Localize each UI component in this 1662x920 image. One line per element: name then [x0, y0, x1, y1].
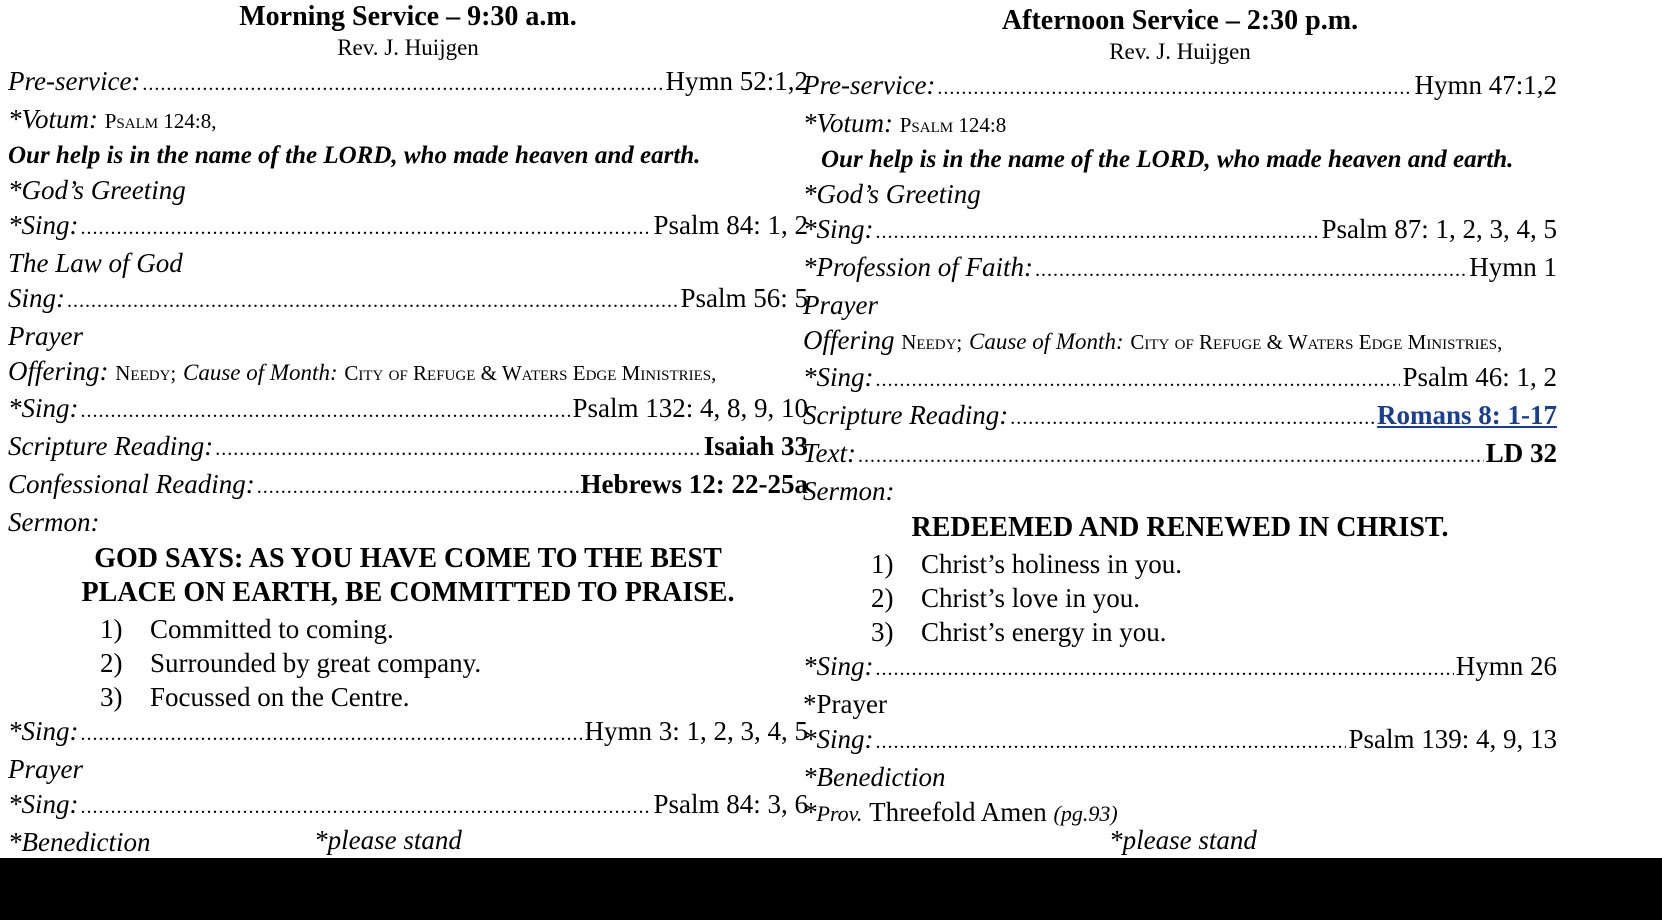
morning-law [8, 246, 808, 281]
morning-sing2-row [8, 281, 808, 319]
greeting-label: *God’s Greeting [8, 175, 186, 205]
prayer-label: Prayer [8, 754, 83, 784]
sing-value: Psalm 84: 1, 2 [653, 210, 808, 240]
point-text: Committed to coming. [150, 614, 394, 644]
dot-leader [81, 714, 583, 752]
afternoon-sing4-row [803, 722, 1557, 760]
morning-please-stand-note: *please stand [314, 825, 462, 855]
sing-label: *Sing: [803, 724, 874, 754]
confessional-value: Hebrews 12: 22-25a [580, 469, 808, 499]
preservice-value: Hymn 47:1,2 [1414, 70, 1557, 100]
votum-ref: Psalm 124:8, [104, 109, 217, 133]
footer-bar [0, 858, 1662, 920]
prayer-label: Prayer [803, 290, 878, 320]
profession-value: Hymn 1 [1469, 252, 1557, 282]
dot-leader [876, 649, 1454, 687]
morning-offering-row [8, 354, 808, 391]
law-label: The Law of God [8, 248, 183, 278]
morning-greeting [8, 173, 808, 208]
dot-leader [1010, 398, 1375, 436]
afternoon-greeting [803, 177, 1557, 212]
confessional-label: Confessional Reading: [8, 469, 255, 499]
afternoon-title: Afternoon Service – 2:30 p.m. [1001, 5, 1359, 36]
dot-leader [257, 467, 579, 505]
sing-value: Psalm 46: 1, 2 [1402, 362, 1557, 392]
sermon-label: Sermon: [8, 507, 100, 537]
point-text: Christ’s love in you. [921, 583, 1141, 613]
dot-leader [142, 64, 663, 102]
sing-label: Sing: [8, 283, 65, 313]
sermon-label: Sermon: [803, 476, 895, 506]
sing-label: *Sing: [803, 362, 874, 392]
morning-preservice-row [8, 64, 808, 102]
dot-leader [876, 212, 1320, 250]
preservice-label: Pre-service: [803, 70, 936, 100]
morning-sing3-row [8, 391, 808, 429]
afternoon-service [803, 0, 1557, 831]
votum-label: *Votum: [803, 108, 893, 138]
dot-leader [81, 391, 571, 429]
dot-leader [81, 208, 652, 246]
greeting-label: *God’s Greeting [803, 179, 981, 209]
scripture-label: Scripture Reading: [8, 431, 214, 461]
sing-value: Psalm 84: 3, 6 [653, 789, 808, 819]
point-number: 1) [100, 614, 123, 644]
sing-value: Psalm 139: 4, 9, 13 [1348, 724, 1557, 754]
sing-value: Psalm 132: 4, 8, 9, 10 [572, 393, 808, 423]
benediction-label: *Benediction [8, 827, 151, 857]
morning-scripture-row [8, 429, 808, 467]
morning-service [8, 0, 808, 896]
morning-prayer2 [8, 752, 808, 787]
morning-sing5-row [8, 787, 808, 825]
afternoon-votum-text: Our help is in the name of the LORD, who made heaven and earth. [821, 146, 1514, 173]
afternoon-sing3-row [803, 649, 1557, 687]
offering-needy: Needy; [901, 330, 963, 354]
text-label: Text: [803, 438, 856, 468]
afternoon-sermon-points [803, 547, 1557, 649]
amen-star: * [803, 797, 817, 827]
prayer-label: Prayer [8, 321, 83, 351]
point-text: Christ’s energy in you. [921, 617, 1167, 647]
benediction-label: *Benediction [803, 762, 946, 792]
morning-sermon-points [8, 612, 808, 714]
afternoon-benediction [803, 760, 1557, 795]
votum-label: *Votum: [8, 104, 98, 134]
sing-label: *Sing: [803, 214, 874, 244]
morning-votum-row [8, 102, 808, 139]
sing-value: Hymn 26 [1455, 651, 1557, 681]
offering-cause: City of Refuge & Waters Edge Ministries, [344, 361, 717, 385]
list-item [8, 680, 808, 714]
offering-needy: Needy; [115, 361, 177, 385]
morning-sermon-title [8, 540, 808, 612]
sermon-title-line-1: GOD SAYS: AS YOU HAVE COME TO THE BEST [94, 543, 722, 574]
point-number: 1) [871, 549, 894, 579]
offering-cause-label: Cause of Month: [969, 329, 1124, 354]
point-number: 3) [100, 682, 123, 712]
sermon-title-line-2: PLACE ON EARTH, BE COMMITTED TO PRAISE. [81, 577, 735, 608]
sing-label: *Sing: [8, 716, 79, 746]
profession-label: *Profession of Faith: [803, 252, 1033, 282]
text-value: LD 32 [1485, 438, 1557, 468]
afternoon-text-row [803, 436, 1557, 474]
morning-prayer1 [8, 319, 808, 354]
scripture-link[interactable]: Romans 8: 1-17 [1377, 400, 1557, 430]
votum-ref: Psalm 124:8 [899, 113, 1007, 137]
sing-value: Psalm 87: 1, 2, 3, 4, 5 [1321, 214, 1557, 244]
afternoon-profession-row [803, 250, 1557, 288]
point-text: Surrounded by great company. [150, 648, 482, 678]
afternoon-sermon-label [803, 474, 1557, 509]
afternoon-prayer1 [803, 288, 1557, 323]
dot-leader [1035, 250, 1467, 288]
list-item [8, 646, 808, 680]
morning-votum-text: Our help is in the name of the LORD, who made heaven and earth. [8, 142, 701, 169]
afternoon-minister: Rev. J. Huijgen [1109, 39, 1251, 64]
amen-text: Threefold Amen [869, 797, 1047, 827]
sing-label: *Sing: [8, 393, 79, 423]
dot-leader [858, 436, 1484, 474]
prayer-label: *Prayer [803, 689, 887, 719]
afternoon-sing1-row [803, 212, 1557, 250]
offering-label: Offering: [8, 356, 109, 386]
list-item [8, 612, 808, 646]
morning-sermon-label [8, 505, 808, 540]
offering-cause: City of Refuge & Waters Edge Ministries, [1130, 330, 1503, 354]
point-number: 2) [100, 648, 123, 678]
afternoon-please-stand-note: *please stand [1109, 825, 1257, 855]
preservice-label: Pre-service: [8, 66, 141, 96]
dot-leader [215, 429, 702, 467]
dot-leader [876, 722, 1347, 760]
list-item [803, 615, 1557, 649]
dot-leader [67, 281, 678, 319]
morning-confessional-row [8, 467, 808, 505]
dot-leader [81, 787, 652, 825]
afternoon-sing2-row [803, 360, 1557, 398]
afternoon-scripture-row [803, 398, 1557, 436]
list-item [803, 581, 1557, 615]
afternoon-preservice-row [803, 68, 1557, 106]
sing-label: *Sing: [803, 651, 874, 681]
sing-value: Hymn 3: 1, 2, 3, 4, 5 [584, 716, 808, 746]
offering-label: Offering [803, 325, 895, 355]
point-number: 2) [871, 583, 894, 613]
sing-label: *Sing: [8, 789, 79, 819]
point-text: Christ’s holiness in you. [921, 549, 1183, 579]
morning-sing4-row [8, 714, 808, 752]
afternoon-votum-row [803, 106, 1557, 143]
list-item [803, 547, 1557, 581]
amen-prov: Prov. [816, 801, 863, 826]
point-number: 3) [871, 617, 894, 647]
morning-sing1-row [8, 208, 808, 246]
dot-leader [937, 68, 1412, 106]
morning-minister: Rev. J. Huijgen [337, 35, 479, 60]
scripture-label: Scripture Reading: [803, 400, 1009, 430]
sing-value: Psalm 56: 5 [680, 283, 808, 313]
offering-cause-label: Cause of Month: [183, 360, 338, 385]
preservice-value: Hymn 52:1,2 [665, 66, 808, 96]
afternoon-sermon-title: REDEEMED AND RENEWED IN CHRIST. [911, 512, 1449, 543]
scripture-value: Isaiah 33 [703, 431, 808, 461]
point-text: Focussed on the Centre. [150, 682, 410, 712]
afternoon-offering-row [803, 323, 1557, 360]
sing-label: *Sing: [8, 210, 79, 240]
dot-leader [876, 360, 1401, 398]
amen-page: (pg.93) [1053, 801, 1118, 826]
morning-title: Morning Service – 9:30 a.m. [239, 1, 577, 32]
afternoon-prayer2 [803, 687, 1557, 722]
